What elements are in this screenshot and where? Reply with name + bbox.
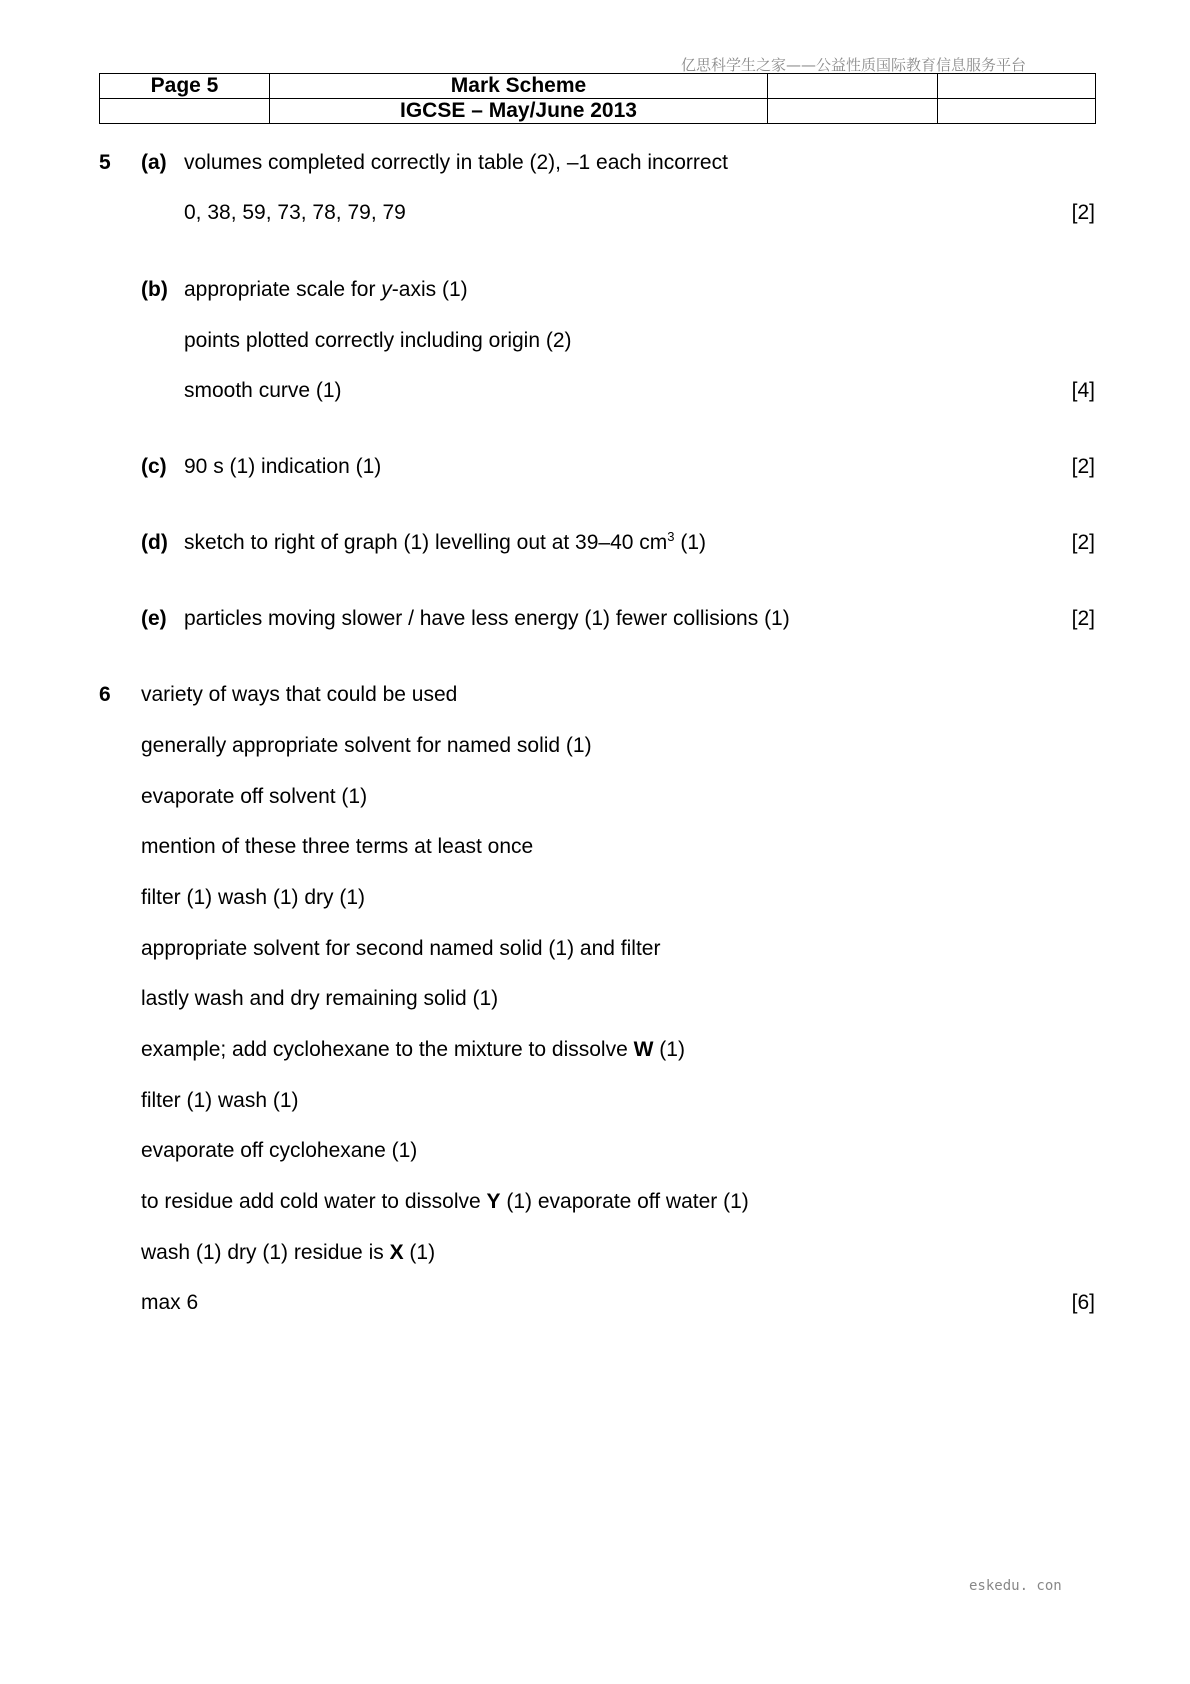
answer-line: filter (1) wash (1) dry (1) (141, 886, 366, 909)
answer-line: lastly wash and dry remaining solid (1) (141, 987, 499, 1010)
part-label: (d) (141, 531, 168, 554)
part-label: (e) (141, 607, 167, 630)
answer-line: 0, 38, 59, 73, 78, 79, 79 (184, 201, 406, 224)
document-title: Mark Scheme (270, 74, 768, 99)
answer-line: generally appropriate solvent for named solid (1) (141, 734, 592, 757)
answer-line: smooth curve (1) (184, 379, 342, 402)
question-number: 5 (99, 151, 111, 174)
answer-line: sketch to right of graph (1) levelling out at 39–40 $cm^3$ (1) (184, 529, 707, 554)
answer-line: wash (1) dry (1) residue is X (1) (141, 1241, 436, 1264)
header-empty-cell (768, 99, 938, 124)
answer-line: points plotted correctly including origin (2) (184, 329, 572, 352)
header-empty-cell (768, 74, 938, 99)
part-label: (a) (141, 151, 167, 174)
answer-line: volumes completed correctly in table (2), –1 each incorrect (184, 151, 728, 174)
marks-allocation: [4] (1071, 379, 1095, 402)
header-empty-cell (938, 74, 1096, 99)
part-label: (b) (141, 278, 168, 301)
marks-allocation: [6] (1071, 1291, 1095, 1314)
answer-line: example; add cyclohexane to the mixture to dissolve W (1) (141, 1038, 685, 1061)
answer-line: appropriate solvent for second named solid (1) and filter (141, 937, 661, 960)
footer-watermark: eskedu. con (969, 1578, 1062, 1594)
page-label: Page 5 (100, 74, 270, 99)
marks-allocation: [2] (1071, 607, 1095, 630)
watermark-text: 亿思科学生之家——公益性质国际教育信息服务平台 (681, 56, 1027, 74)
answer-line: mention of these three terms at least once (141, 835, 534, 858)
marks-allocation: [2] (1071, 531, 1095, 554)
document-subtitle: IGCSE – May/June 2013 (270, 99, 768, 124)
marks-allocation: [2] (1071, 455, 1095, 478)
answer-line: evaporate off solvent (1) (141, 785, 368, 808)
answer-line: appropriate scale for y-axis (1) (184, 278, 468, 301)
answer-line: variety of ways that could be used (141, 683, 458, 706)
answer-line: filter (1) wash (1) (141, 1089, 299, 1112)
answer-line: particles moving slower / have less energy (1) fewer collisions (1) (184, 607, 790, 630)
question-number: 6 (99, 683, 111, 706)
header-empty-cell (938, 99, 1096, 124)
header-table (99, 73, 1096, 124)
part-label: (c) (141, 455, 167, 478)
marks-allocation: [2] (1071, 201, 1095, 224)
header-empty-cell (100, 99, 270, 124)
answer-line: evaporate off cyclohexane (1) (141, 1139, 418, 1162)
answer-line: to residue add cold water to dissolve Y (1) evaporate off water (1) (141, 1190, 749, 1213)
answer-line: max 6 (141, 1291, 199, 1314)
answer-line: 90 s (1) indication (1) (184, 455, 382, 478)
